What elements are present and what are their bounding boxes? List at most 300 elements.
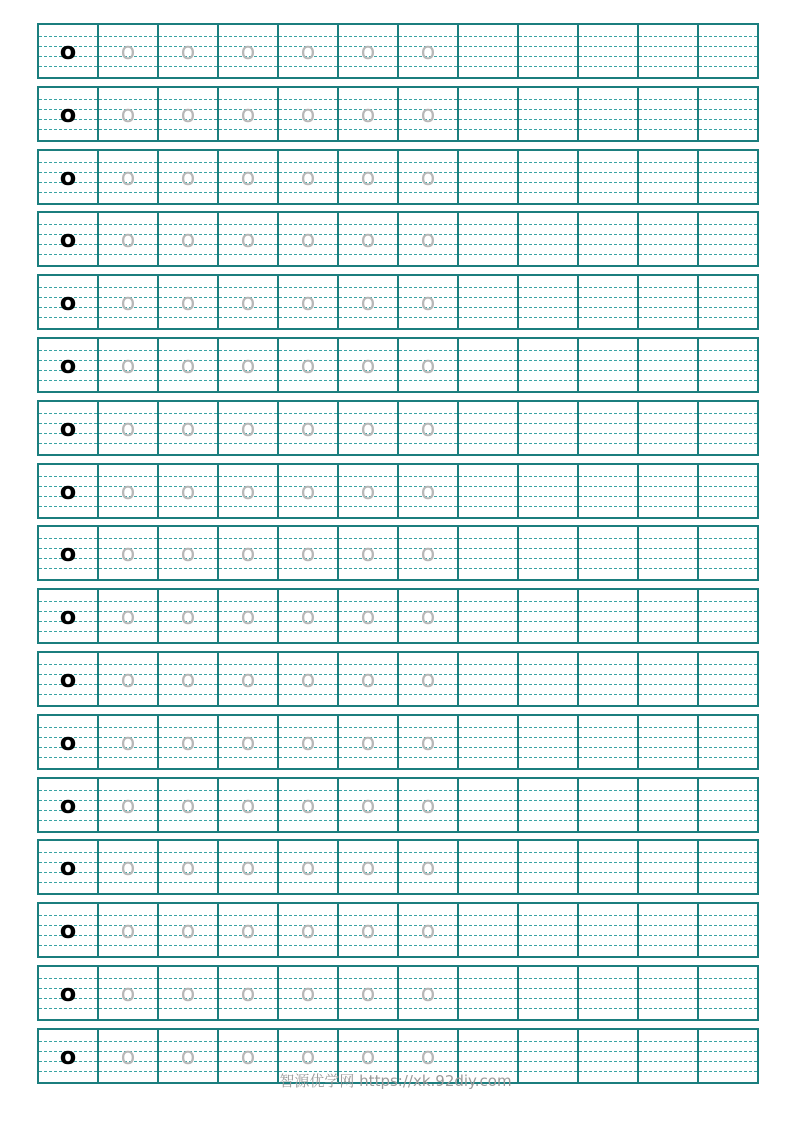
trace-letter: o [300, 916, 316, 944]
trace-letter: o [240, 853, 256, 881]
trace-letter: o [180, 791, 196, 819]
trace-letter: o [360, 414, 376, 442]
guide-line [459, 360, 517, 361]
guide-line [459, 872, 517, 873]
trace-letter: o [180, 728, 196, 756]
blank-writing-cell [639, 339, 699, 391]
guide-line [99, 631, 157, 632]
guide-line [639, 674, 697, 675]
guide-line [519, 664, 577, 665]
guide-line [579, 443, 637, 444]
blank-writing-cell [639, 151, 699, 203]
guide-line [699, 380, 757, 381]
guide-line [459, 506, 517, 507]
guide-line [639, 297, 697, 298]
blank-writing-cell [579, 779, 639, 831]
guide-line [579, 727, 637, 728]
guide-line [639, 790, 697, 791]
guide-line [459, 287, 517, 288]
guide-line [699, 915, 757, 916]
guide-line [279, 568, 337, 569]
trace-cell [399, 339, 459, 391]
guide-line [459, 852, 517, 853]
guide-line [699, 727, 757, 728]
guide-line [579, 380, 637, 381]
guide-line [519, 538, 577, 539]
guide-line [579, 611, 637, 612]
guide-line [39, 631, 97, 632]
guide-line [339, 757, 397, 758]
guide-line [159, 757, 217, 758]
guide-line [519, 119, 577, 120]
guide-line [639, 935, 697, 936]
guide-line [699, 548, 757, 549]
guide-line [39, 254, 97, 255]
guide-line [459, 129, 517, 130]
trace-cell [219, 465, 279, 517]
guide-line [459, 1061, 517, 1062]
guide-line [459, 568, 517, 569]
guide-line [579, 297, 637, 298]
guide-line [579, 423, 637, 424]
guide-line [459, 694, 517, 695]
blank-writing-cell [639, 25, 699, 77]
trace-cell [399, 213, 459, 265]
guide-line [639, 978, 697, 979]
guide-line [459, 46, 517, 47]
guide-line [579, 925, 637, 926]
blank-writing-cell [699, 465, 757, 517]
guide-line [639, 423, 697, 424]
guide-line [579, 601, 637, 602]
guide-line [519, 413, 577, 414]
guide-line [459, 674, 517, 675]
guide-line [699, 621, 757, 622]
trace-letter: o [180, 1042, 196, 1070]
guide-line [219, 1008, 277, 1009]
guide-line [519, 162, 577, 163]
guide-line [639, 476, 697, 477]
guide-line [459, 538, 517, 539]
trace-cell [399, 841, 459, 893]
guide-line [639, 224, 697, 225]
guide-line [519, 129, 577, 130]
trace-letter: o [360, 539, 376, 567]
trace-letter: o [360, 477, 376, 505]
guide-line [459, 380, 517, 381]
guide-line [159, 694, 217, 695]
trace-letter: o [420, 351, 436, 379]
guide-line [459, 757, 517, 758]
guide-line [99, 317, 157, 318]
guide-line [459, 162, 517, 163]
guide-line [519, 46, 577, 47]
trace-letter: o [120, 728, 136, 756]
guide-line [639, 915, 697, 916]
guide-line [579, 317, 637, 318]
guide-line [579, 674, 637, 675]
guide-line [519, 56, 577, 57]
model-letter: o [59, 100, 77, 128]
trace-letter: o [180, 288, 196, 316]
guide-line [459, 988, 517, 989]
guide-line [699, 1008, 757, 1009]
guide-line [279, 820, 337, 821]
trace-cell [339, 527, 399, 579]
model-cell [39, 25, 99, 77]
guide-line [459, 558, 517, 559]
blank-writing-cell [579, 653, 639, 705]
trace-letter: o [120, 163, 136, 191]
blank-writing-cell [519, 213, 579, 265]
trace-letter: o [300, 163, 316, 191]
model-cell [39, 339, 99, 391]
model-letter: o [59, 1042, 77, 1070]
guide-line [99, 129, 157, 130]
trace-letter: o [300, 1042, 316, 1070]
guide-line [519, 486, 577, 487]
trace-cell [399, 402, 459, 454]
trace-cell [99, 716, 159, 768]
guide-line [279, 882, 337, 883]
blank-writing-cell [519, 904, 579, 956]
trace-letter: o [420, 414, 436, 442]
writing-row [37, 651, 759, 707]
guide-line [459, 548, 517, 549]
guide-line [699, 297, 757, 298]
guide-line [639, 945, 697, 946]
trace-letter: o [420, 853, 436, 881]
guide-line [39, 568, 97, 569]
guide-line [519, 611, 577, 612]
model-cell [39, 653, 99, 705]
blank-writing-cell [459, 339, 519, 391]
blank-writing-cell [699, 590, 757, 642]
guide-line [639, 548, 697, 549]
blank-writing-cell [459, 904, 519, 956]
trace-letter: o [240, 100, 256, 128]
trace-letter: o [300, 665, 316, 693]
guide-line [579, 287, 637, 288]
trace-cell [339, 339, 399, 391]
guide-line [579, 109, 637, 110]
writing-row [37, 211, 759, 267]
trace-cell [219, 276, 279, 328]
guide-line [579, 192, 637, 193]
guide-line [399, 380, 457, 381]
model-cell [39, 465, 99, 517]
guide-line [39, 506, 97, 507]
model-cell [39, 716, 99, 768]
blank-writing-cell [639, 88, 699, 140]
guide-line [639, 350, 697, 351]
trace-letter: o [120, 853, 136, 881]
guide-line [639, 862, 697, 863]
guide-line [579, 66, 637, 67]
guide-line [219, 192, 277, 193]
trace-cell [99, 339, 159, 391]
guide-line [639, 192, 697, 193]
trace-cell [339, 25, 399, 77]
blank-writing-cell [699, 88, 757, 140]
guide-line [399, 443, 457, 444]
model-letter: o [59, 665, 77, 693]
model-letter: o [59, 791, 77, 819]
guide-line [39, 66, 97, 67]
guide-line [39, 443, 97, 444]
guide-line [159, 506, 217, 507]
trace-cell [339, 213, 399, 265]
guide-line [219, 568, 277, 569]
trace-cell [339, 841, 399, 893]
trace-letter: o [360, 163, 376, 191]
writing-row [37, 902, 759, 958]
guide-line [519, 820, 577, 821]
model-cell [39, 527, 99, 579]
guide-line [99, 820, 157, 821]
trace-cell [99, 779, 159, 831]
guide-line [459, 978, 517, 979]
trace-cell [159, 465, 219, 517]
guide-line [459, 66, 517, 67]
guide-line [99, 254, 157, 255]
model-cell [39, 276, 99, 328]
guide-line [699, 370, 757, 371]
trace-letter: o [180, 665, 196, 693]
blank-writing-cell [639, 716, 699, 768]
model-letter: o [59, 351, 77, 379]
blank-writing-cell [519, 25, 579, 77]
trace-letter: o [180, 477, 196, 505]
trace-letter: o [300, 477, 316, 505]
guide-line [339, 631, 397, 632]
guide-line [219, 129, 277, 130]
writing-row [37, 777, 759, 833]
guide-line [39, 129, 97, 130]
trace-letter: o [420, 602, 436, 630]
blank-writing-cell [579, 841, 639, 893]
guide-line [579, 548, 637, 549]
model-letter: o [59, 225, 77, 253]
blank-writing-cell [699, 653, 757, 705]
guide-line [519, 988, 577, 989]
guide-line [699, 56, 757, 57]
guide-line [519, 350, 577, 351]
guide-line [219, 380, 277, 381]
trace-cell [399, 527, 459, 579]
trace-cell [339, 402, 399, 454]
trace-cell [219, 88, 279, 140]
guide-line [39, 317, 97, 318]
trace-cell [219, 590, 279, 642]
guide-line [639, 1008, 697, 1009]
guide-line [579, 800, 637, 801]
guide-line [459, 317, 517, 318]
guide-line [519, 978, 577, 979]
guide-line [639, 56, 697, 57]
guide-line [519, 631, 577, 632]
blank-writing-cell [579, 527, 639, 579]
trace-cell [219, 339, 279, 391]
guide-line [579, 978, 637, 979]
guide-line [459, 810, 517, 811]
guide-line [639, 119, 697, 120]
blank-writing-cell [639, 527, 699, 579]
model-letter: o [59, 728, 77, 756]
guide-line [579, 852, 637, 853]
guide-line [639, 810, 697, 811]
guide-line [459, 915, 517, 916]
trace-cell [399, 967, 459, 1019]
trace-cell [279, 213, 339, 265]
guide-line [519, 297, 577, 298]
trace-cell [399, 904, 459, 956]
trace-letter: o [240, 414, 256, 442]
guide-line [339, 192, 397, 193]
guide-line [579, 945, 637, 946]
blank-writing-cell [519, 465, 579, 517]
guide-line [699, 757, 757, 758]
trace-cell [159, 88, 219, 140]
guide-line [279, 317, 337, 318]
trace-cell [159, 779, 219, 831]
guide-line [219, 820, 277, 821]
guide-line [579, 935, 637, 936]
guide-line [699, 109, 757, 110]
guide-line [399, 1008, 457, 1009]
writing-row [37, 23, 759, 79]
trace-letter: o [180, 37, 196, 65]
guide-line [39, 1008, 97, 1009]
blank-writing-cell [519, 151, 579, 203]
trace-letter: o [360, 1042, 376, 1070]
guide-line [99, 945, 157, 946]
guide-line [699, 1041, 757, 1042]
guide-line [519, 36, 577, 37]
trace-letter: o [180, 602, 196, 630]
trace-letter: o [180, 916, 196, 944]
guide-line [399, 129, 457, 130]
guide-line [699, 46, 757, 47]
trace-cell [159, 967, 219, 1019]
trace-letter: o [300, 37, 316, 65]
trace-cell [279, 151, 339, 203]
guide-line [459, 433, 517, 434]
guide-line [519, 254, 577, 255]
guide-line [579, 862, 637, 863]
blank-writing-cell [519, 779, 579, 831]
guide-line [279, 380, 337, 381]
trace-cell [159, 904, 219, 956]
trace-cell [159, 716, 219, 768]
trace-letter: o [120, 37, 136, 65]
trace-letter: o [300, 728, 316, 756]
guide-line [699, 317, 757, 318]
trace-letter: o [240, 477, 256, 505]
guide-line [639, 287, 697, 288]
guide-line [519, 852, 577, 853]
guide-line [639, 234, 697, 235]
guide-line [399, 254, 457, 255]
guide-line [459, 423, 517, 424]
guide-line [639, 1051, 697, 1052]
guide-line [699, 631, 757, 632]
guide-line [699, 790, 757, 791]
trace-cell [159, 25, 219, 77]
trace-cell [219, 716, 279, 768]
guide-line [219, 443, 277, 444]
guide-line [339, 129, 397, 130]
guide-line [699, 674, 757, 675]
trace-cell [99, 653, 159, 705]
guide-line [99, 443, 157, 444]
blank-writing-cell [639, 841, 699, 893]
trace-letter: o [420, 979, 436, 1007]
trace-cell [159, 590, 219, 642]
trace-cell [219, 527, 279, 579]
trace-cell [159, 151, 219, 203]
guide-line [579, 129, 637, 130]
guide-line [579, 476, 637, 477]
guide-line [579, 1061, 637, 1062]
trace-letter: o [180, 979, 196, 1007]
trace-cell [219, 904, 279, 956]
guide-line [459, 1041, 517, 1042]
trace-cell [399, 25, 459, 77]
guide-line [279, 694, 337, 695]
model-letter: o [59, 414, 77, 442]
trace-letter: o [300, 853, 316, 881]
guide-line [699, 694, 757, 695]
blank-writing-cell [579, 465, 639, 517]
guide-line [639, 182, 697, 183]
guide-line [519, 882, 577, 883]
trace-letter: o [300, 414, 316, 442]
trace-letter: o [120, 100, 136, 128]
blank-writing-cell [579, 904, 639, 956]
guide-line [699, 935, 757, 936]
trace-letter: o [360, 100, 376, 128]
guide-line [639, 317, 697, 318]
writing-row [37, 274, 759, 330]
blank-writing-cell [699, 841, 757, 893]
trace-cell [99, 967, 159, 1019]
guide-line [699, 810, 757, 811]
guide-line [459, 737, 517, 738]
guide-line [219, 317, 277, 318]
guide-line [519, 317, 577, 318]
guide-line [279, 129, 337, 130]
guide-line [159, 317, 217, 318]
guide-line [459, 998, 517, 999]
guide-line [459, 1051, 517, 1052]
trace-cell [219, 213, 279, 265]
trace-cell [399, 276, 459, 328]
guide-line [459, 476, 517, 477]
blank-writing-cell [579, 590, 639, 642]
guide-line [159, 192, 217, 193]
blank-writing-cell [459, 25, 519, 77]
trace-letter: o [240, 37, 256, 65]
trace-cell [279, 88, 339, 140]
guide-line [459, 370, 517, 371]
trace-letter: o [420, 916, 436, 944]
guide-line [399, 945, 457, 946]
blank-writing-cell [699, 779, 757, 831]
guide-line [639, 998, 697, 999]
guide-line [699, 192, 757, 193]
guide-line [579, 307, 637, 308]
